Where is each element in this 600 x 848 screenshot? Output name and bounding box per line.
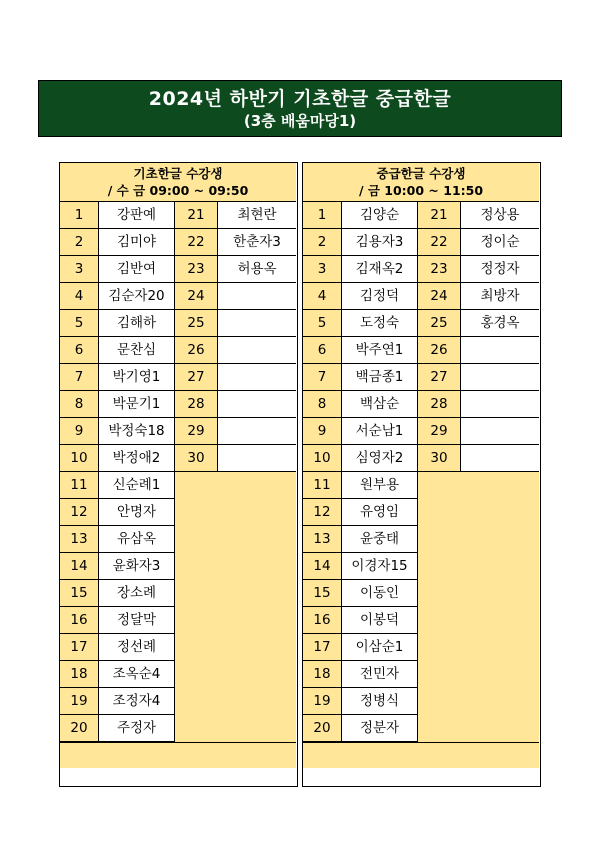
student-name xyxy=(461,445,539,472)
student-name xyxy=(218,364,296,391)
student-name: 윤화자3 xyxy=(99,553,175,580)
student-name: 안명자 xyxy=(99,499,175,526)
page-subtitle: (3층 배움마당1) xyxy=(243,112,357,130)
student-name: 이봉덕 xyxy=(342,607,418,634)
roster-title: 중급한글 수강생 xyxy=(376,166,466,181)
row-number: 4 xyxy=(303,283,342,310)
student-name: 김양순 xyxy=(342,202,418,229)
row-number: 23 xyxy=(418,256,461,283)
row-number: 26 xyxy=(175,337,218,364)
student-name: 조정자4 xyxy=(99,688,175,715)
row-number: 16 xyxy=(60,607,99,634)
student-name xyxy=(218,283,296,310)
row-number: 28 xyxy=(418,391,461,418)
row-number: 4 xyxy=(60,283,99,310)
student-name: 심영자2 xyxy=(342,445,418,472)
student-name xyxy=(461,364,539,391)
student-name: 도정숙 xyxy=(342,310,418,337)
row-number: 20 xyxy=(303,715,342,742)
roster-footer xyxy=(60,742,296,768)
student-name: 정분자 xyxy=(342,715,418,742)
student-name xyxy=(218,418,296,445)
row-number: 29 xyxy=(175,418,218,445)
student-name: 박문기1 xyxy=(99,391,175,418)
row-number: 24 xyxy=(418,283,461,310)
student-name: 정선례 xyxy=(99,634,175,661)
student-name: 전민자 xyxy=(342,661,418,688)
student-name: 김해하 xyxy=(99,310,175,337)
row-number: 28 xyxy=(175,391,218,418)
student-name: 주정자 xyxy=(99,715,175,742)
student-name: 강판예 xyxy=(99,202,175,229)
row-number: 12 xyxy=(303,499,342,526)
row-number: 2 xyxy=(303,229,342,256)
student-name: 신순례1 xyxy=(99,472,175,499)
student-name: 김반여 xyxy=(99,256,175,283)
row-number: 10 xyxy=(303,445,342,472)
student-name: 홍경옥 xyxy=(461,310,539,337)
student-name xyxy=(218,445,296,472)
empty-fill-area xyxy=(418,472,539,742)
student-name: 백금종1 xyxy=(342,364,418,391)
student-name: 이경자15 xyxy=(342,553,418,580)
row-number: 21 xyxy=(418,202,461,229)
row-number: 7 xyxy=(303,364,342,391)
row-number: 8 xyxy=(303,391,342,418)
student-name xyxy=(461,337,539,364)
student-name: 원부용 xyxy=(342,472,418,499)
row-number: 25 xyxy=(418,310,461,337)
student-name: 윤중태 xyxy=(342,526,418,553)
student-name: 정이순 xyxy=(461,229,539,256)
student-name: 김미야 xyxy=(99,229,175,256)
roster-header xyxy=(60,163,296,202)
student-name xyxy=(461,391,539,418)
student-name: 한춘자3 xyxy=(218,229,296,256)
row-number: 11 xyxy=(60,472,99,499)
row-number: 27 xyxy=(175,364,218,391)
row-number: 30 xyxy=(418,445,461,472)
student-name: 박기영1 xyxy=(99,364,175,391)
roster-header xyxy=(303,163,539,202)
student-name xyxy=(218,310,296,337)
roster-schedule: / 수 금 09:00 ~ 09:50 xyxy=(107,183,249,198)
row-number: 13 xyxy=(303,526,342,553)
student-name: 장소례 xyxy=(99,580,175,607)
row-number: 14 xyxy=(60,553,99,580)
row-number: 3 xyxy=(303,256,342,283)
title-banner xyxy=(38,80,562,137)
student-name: 김용자3 xyxy=(342,229,418,256)
student-name: 김순자20 xyxy=(99,283,175,310)
row-number: 1 xyxy=(60,202,99,229)
student-name: 박정숙18 xyxy=(99,418,175,445)
student-name: 박주연1 xyxy=(342,337,418,364)
row-number: 15 xyxy=(303,580,342,607)
row-number: 18 xyxy=(303,661,342,688)
row-number: 22 xyxy=(418,229,461,256)
student-name xyxy=(218,391,296,418)
roster-schedule: / 금 10:00 ~ 11:50 xyxy=(358,183,484,198)
row-number: 21 xyxy=(175,202,218,229)
row-number: 2 xyxy=(60,229,99,256)
row-number: 5 xyxy=(60,310,99,337)
roster-footer xyxy=(303,742,539,768)
row-number: 22 xyxy=(175,229,218,256)
student-name: 유영임 xyxy=(342,499,418,526)
student-name: 정병식 xyxy=(342,688,418,715)
student-name: 이삼순1 xyxy=(342,634,418,661)
row-number: 12 xyxy=(60,499,99,526)
row-number: 26 xyxy=(418,337,461,364)
row-number: 15 xyxy=(60,580,99,607)
row-number: 17 xyxy=(60,634,99,661)
student-name: 정정자 xyxy=(461,256,539,283)
basic-class-roster xyxy=(59,162,298,787)
student-name: 최방자 xyxy=(461,283,539,310)
row-number: 5 xyxy=(303,310,342,337)
student-name: 백삼순 xyxy=(342,391,418,418)
student-name: 조옥순4 xyxy=(99,661,175,688)
student-name: 최현란 xyxy=(218,202,296,229)
row-number: 7 xyxy=(60,364,99,391)
row-number: 3 xyxy=(60,256,99,283)
row-number: 30 xyxy=(175,445,218,472)
page-title: 2024년 하반기 기초한글 중급한글 xyxy=(148,88,452,110)
row-number: 20 xyxy=(60,715,99,742)
student-name: 유삼옥 xyxy=(99,526,175,553)
row-number: 27 xyxy=(418,364,461,391)
empty-fill-area xyxy=(175,472,296,742)
row-number: 8 xyxy=(60,391,99,418)
student-name: 문찬심 xyxy=(99,337,175,364)
row-number: 25 xyxy=(175,310,218,337)
row-number: 11 xyxy=(303,472,342,499)
student-name: 이동인 xyxy=(342,580,418,607)
student-name: 정상용 xyxy=(461,202,539,229)
student-name: 정달막 xyxy=(99,607,175,634)
row-number: 29 xyxy=(418,418,461,445)
row-number: 24 xyxy=(175,283,218,310)
student-name: 김정덕 xyxy=(342,283,418,310)
student-name: 서순남1 xyxy=(342,418,418,445)
row-number: 23 xyxy=(175,256,218,283)
row-number: 18 xyxy=(60,661,99,688)
row-number: 14 xyxy=(303,553,342,580)
student-name: 김재옥2 xyxy=(342,256,418,283)
row-number: 9 xyxy=(303,418,342,445)
row-number: 6 xyxy=(303,337,342,364)
student-name: 박정애2 xyxy=(99,445,175,472)
student-name: 허용옥 xyxy=(218,256,296,283)
intermediate-class-roster xyxy=(302,162,541,787)
row-number: 17 xyxy=(303,634,342,661)
student-name xyxy=(218,337,296,364)
row-number: 10 xyxy=(60,445,99,472)
row-number: 1 xyxy=(303,202,342,229)
row-number: 13 xyxy=(60,526,99,553)
row-number: 6 xyxy=(60,337,99,364)
row-number: 19 xyxy=(60,688,99,715)
row-number: 9 xyxy=(60,418,99,445)
student-name xyxy=(461,418,539,445)
roster-title: 기초한글 수강생 xyxy=(133,166,223,181)
row-number: 16 xyxy=(303,607,342,634)
row-number: 19 xyxy=(303,688,342,715)
